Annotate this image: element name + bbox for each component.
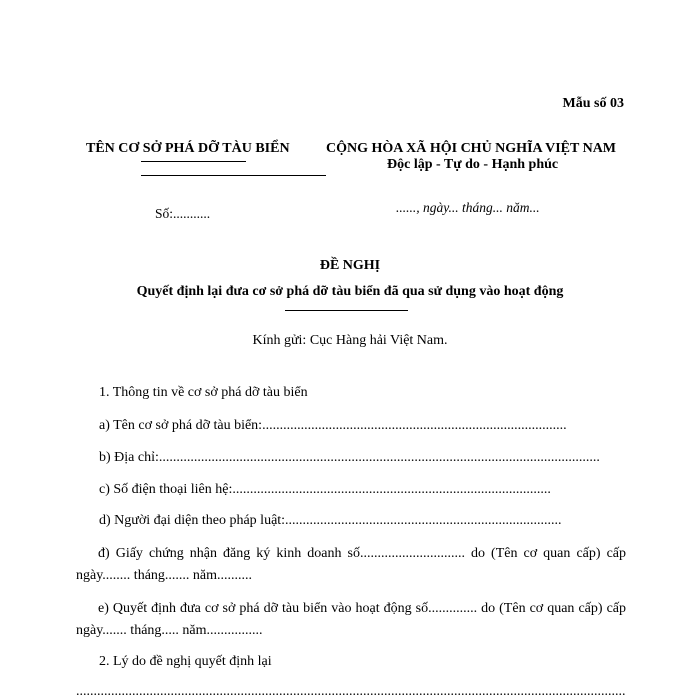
section-2-heading: 2. Lý do đề nghị quyết định lại (99, 654, 272, 669)
title-underline (285, 310, 408, 311)
item-d-legal-representative: d) Người đại diện theo pháp luật:............................................................................... (99, 513, 562, 528)
document-number: Số:........... (155, 206, 211, 221)
form-code: Mẫu số 03 (562, 96, 624, 111)
reason-dotted-line: ............................................................................................................................................................. (76, 684, 626, 699)
item-e-operation-decision: e) Quyết định đưa cơ sở phá dỡ tàu biển vào hoạt động số.............. do (Tên cơ quan cấp) cấp ngày....... tháng..... năm................ (76, 601, 626, 638)
item-b-address: b) Địa chỉ:.............................................................................................................................. (99, 450, 600, 465)
org-separator-line (141, 175, 326, 176)
item-dd-business-registration: đ) Giấy chứng nhận đăng ký kinh doanh số.............................. do (Tên cơ quan cấp) cấp ngày........ tháng....... năm.......... (76, 546, 626, 583)
organization-name: TÊN CƠ SỞ PHÁ DỠ TÀU BIỂN (86, 141, 290, 156)
document-title: ĐỀ NGHỊ (319, 258, 381, 273)
national-title: CỘNG HÒA XÃ HỘI CHỦ NGHĨA VIỆT NAM (326, 141, 617, 156)
document-subtitle: Quyết định lại đưa cơ sở phá dỡ tàu biển đã qua sử dụng vào hoạt động (136, 284, 564, 299)
org-name-underline (141, 161, 246, 162)
date-line: ......, ngày... tháng... năm... (396, 200, 540, 215)
section-1-heading: 1. Thông tin về cơ sở phá dỡ tàu biển (99, 385, 308, 400)
item-a-facility-name: a) Tên cơ sở phá dỡ tàu biển:....................................................................................... (99, 418, 567, 433)
item-c-phone: c) Số điện thoại liên hệ:........................................................................................... (99, 482, 551, 497)
national-motto: Độc lập - Tự do - Hạnh phúc (387, 157, 559, 172)
recipient-line: Kính gửi: Cục Hàng hải Việt Nam. (252, 333, 448, 348)
